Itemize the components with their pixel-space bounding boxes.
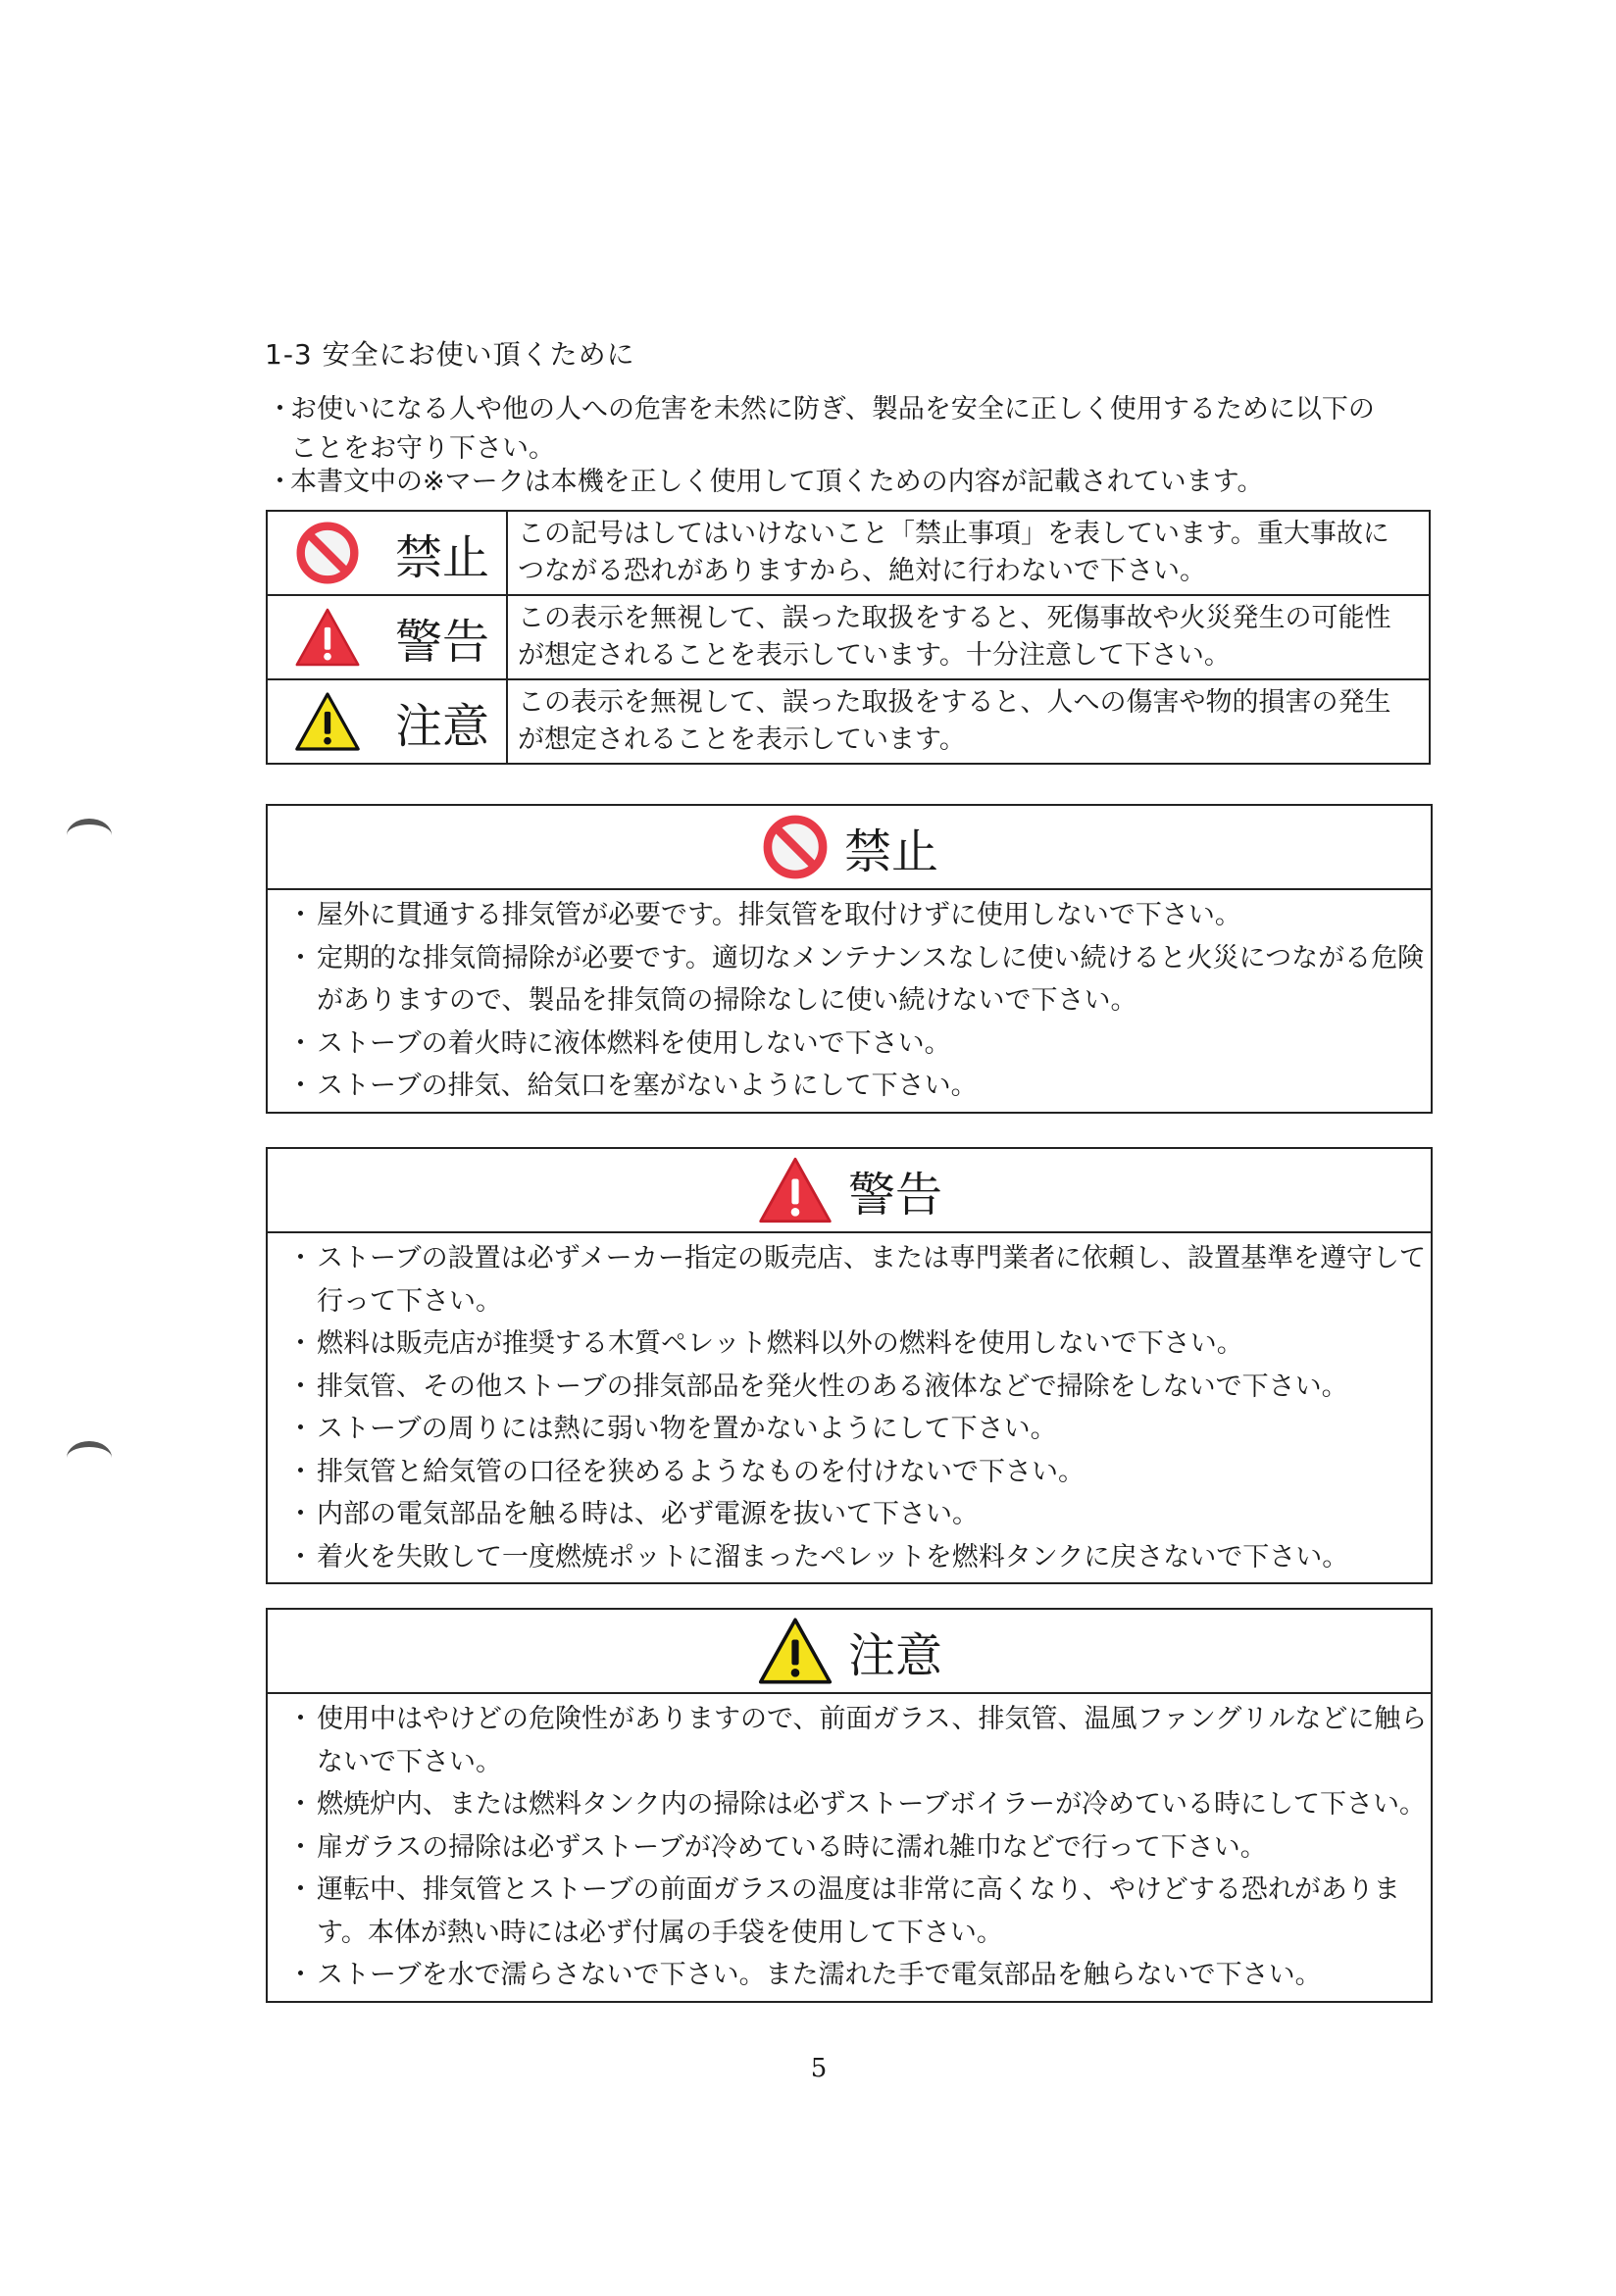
legend-row-prohibited — [267, 511, 1430, 595]
warning-triangle-red-icon — [293, 603, 362, 672]
caution-triangle-yellow-icon — [293, 687, 362, 756]
legend-description-line: この記号はしてはいけないこと「禁止事項」を表しています。重大事故に — [518, 519, 1389, 549]
caution-triangle-yellow-icon — [756, 1616, 834, 1686]
list-item: ・ 運転中、排気管とストーブの前面ガラスの温度は非常に高くなり、やけどする恐れがありま す。本体が熱い時には必ず付属の手袋を使用して下さい。 — [287, 1874, 1400, 1948]
punch-hole-mark — [67, 819, 112, 852]
legend-description-line: つながる恐れがありますから、絶対に行わないで下さい。 — [518, 556, 1206, 586]
section-body — [268, 1694, 1431, 2001]
page-number: 5 — [810, 2054, 828, 2083]
section-heading: 禁止 — [843, 824, 938, 879]
section-body — [268, 1233, 1431, 1582]
list-item: ・ 屋外に貫通する排気管が必要です。排気管を取付けずに使用しないで下さい。 — [287, 900, 1241, 930]
list-item: ・ 排気管と給気管の口径を狭めるようなものを付けないで下さい。 — [287, 1456, 1085, 1487]
list-item: ・ ストーブの周りには熱に弱い物を置かないようにして下さい。 — [287, 1414, 1057, 1444]
section-header — [268, 1610, 1431, 1694]
section-heading: 注意 — [847, 1627, 942, 1683]
list-item: ・ 着火を失敗して一度燃焼ポットに溜まったペレットを燃料タンクに戻さないで下さい。 — [287, 1541, 1349, 1572]
section-heading: 警告 — [847, 1167, 942, 1223]
prohibition-icon — [293, 519, 362, 587]
list-item: ・ 燃料は販売店が推奨する木質ペレット燃料以外の燃料を使用しないで下さい。 — [287, 1328, 1243, 1359]
list-item: ・ ストーブの着火時に液体燃料を使用しないで下さい。 — [287, 1027, 951, 1059]
section-body — [268, 890, 1431, 1112]
legend-label: 注意 — [395, 698, 490, 754]
intro-bullet-1: ・お使いになる人や他の人への危害を未然に防ぎ、製品を安全に正しく使用するために以下の — [267, 394, 1375, 424]
list-item: ・ 内部の電気部品を触る時は、必ず電源を抜いて下さい。 — [287, 1499, 979, 1529]
prohibition-icon — [760, 812, 831, 882]
list-item: ・ ストーブを水で濡らさないで下さい。また濡れた手で電気部品を触らないで下さい。 — [287, 1960, 1322, 1990]
prohibited-section — [266, 804, 1433, 1114]
warning-triangle-red-icon — [756, 1155, 834, 1225]
list-item: ・ ストーブの排気、給気口を塞がないようにして下さい。 — [287, 1071, 978, 1101]
list-item: ・ 定期的な排気筒掃除が必要です。適切なメンテナンスなしに使い続けると火災につながる危険 がありますので、製品を排気筒の掃除なしに使い続けないで下さい。 — [287, 942, 1425, 1016]
punch-hole-mark — [67, 1441, 112, 1474]
section-header — [268, 1149, 1431, 1233]
legend-label: 警告 — [395, 614, 490, 670]
list-item: ・ 使用中はやけどの危険性がありますので、前面ガラス、排気管、温風ファングリルなどに触ら ないで下さい。 — [287, 1704, 1428, 1777]
legend-row-caution — [267, 679, 1430, 764]
intro-bullet-1-cont: ことをお守り下さい。 — [290, 433, 555, 464]
intro-bullet-2: ・本書文中の※マークは本機を正しく使用して頂くための内容が記載されています。 — [267, 467, 1264, 497]
legend-description-line: この表示を無視して、誤った取扱をすると、人への傷害や物的損害の発生 — [518, 687, 1391, 718]
list-item: ・ ストーブの設置は必ずメーカー指定の販売店、または専門業者に依頼し、設置基準を遵守して 行って下さい。 — [287, 1243, 1427, 1317]
list-item: ・ 扉ガラスの掃除は必ずストーブが冷めている時に濡れ雑巾などで行って下さい。 — [287, 1831, 1267, 1863]
warning-section — [266, 1147, 1433, 1584]
list-item: ・ 燃焼炉内、または燃料タンク内の掃除は必ずストーブボイラーが冷めている時にして下さい。 — [287, 1789, 1427, 1820]
section-title: 1-3 安全にお使い頂くために — [265, 338, 635, 371]
legend-description-line: が想定されることを表示しています。十分注意して下さい。 — [518, 640, 1231, 671]
caution-section — [266, 1608, 1433, 2003]
legend-description-line: この表示を無視して、誤った取扱をすると、死傷事故や火災発生の可能性 — [518, 603, 1391, 633]
legend-description-line: が想定されることを表示しています。 — [518, 724, 966, 755]
section-header — [268, 806, 1431, 890]
legend-row-warning — [267, 595, 1430, 679]
list-item: ・ 排気管、その他ストーブの排気部品を発火性のある液体などで掃除をしないで下さい。 — [287, 1371, 1348, 1402]
legend-label: 禁止 — [395, 529, 490, 585]
signal-word-legend-table — [266, 510, 1431, 765]
